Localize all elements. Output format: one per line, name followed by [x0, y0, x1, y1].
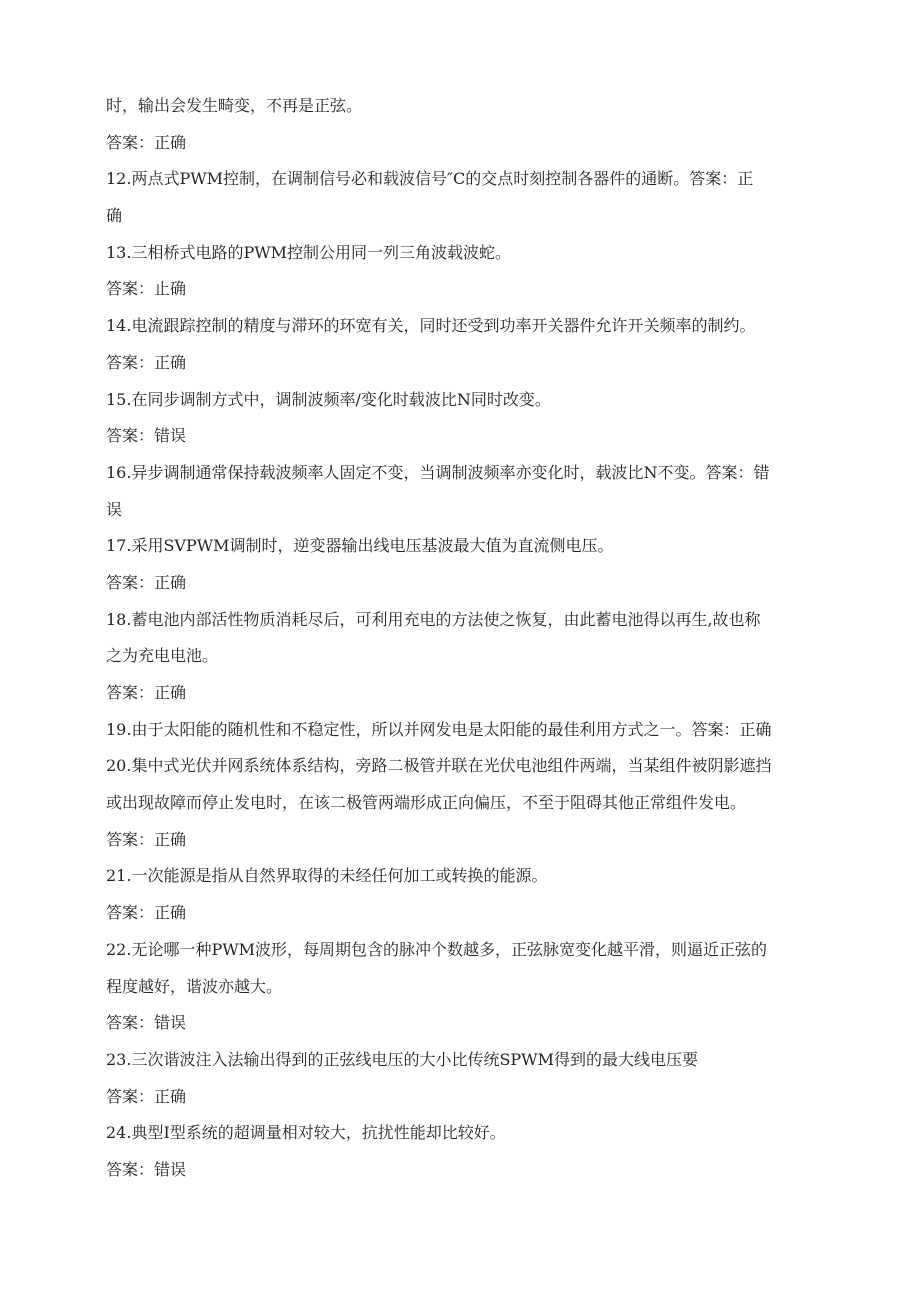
answer-line: 答案：正确	[106, 903, 187, 923]
question-line: 20.集中式光伏并网系统体系结构，旁路二极管并联在光伏电池组件两端，当某组件被阴影遮挡	[106, 756, 772, 776]
question-line: 21.一次能源是指从自然界取得的未经任何加工或转换的能源。	[106, 866, 548, 886]
answer-line: 答案：错误	[106, 1159, 187, 1179]
question-line: 13.三相桥式电路的PWM控制公用同一列三角波载波蛇。	[106, 242, 512, 262]
answer-line: 答案：错误	[106, 426, 187, 446]
answer-line: 答案：正确	[106, 572, 187, 592]
question-line: 12.两点式PWM控制，在调制信号必和载波信号″C的交点时刻控制各器件的通断。答案：正	[106, 169, 754, 189]
question-line: 24.典型I型系统的超调量相对较大，抗扰性能却比较好。	[106, 1123, 506, 1143]
question-line: 23.三次谐波注入法输出得到的正弦线电压的大小比传统SPWM得到的最大线电压要	[106, 1049, 699, 1069]
answer-line: 答案：正确	[106, 683, 187, 702]
document-page	[106, 88, 816, 1189]
answer-line: 答案：正确	[106, 1086, 187, 1106]
question-line: 18.蓄电池内部活性物质消耗尽后，可利用充电的方法使之恢复，由此蓄电池得以再生,故也称	[106, 609, 761, 629]
question-line: 19.由于太阳能的随机性和不稳定性，所以并网发电是太阳能的最佳利用方式之一。答案：正确	[106, 719, 772, 739]
question-line: 22.无论哪一种PWM波形，每周期包含的脉冲个数越多，正弦脉宽变化越平滑，则逼近正弦的	[106, 939, 768, 959]
text-line: 确	[106, 206, 123, 226]
text-line: 或出现故障而停止发电时，在该二极管两端形成正向偏压，不至于阻碍其他正常组件发电。	[106, 793, 747, 813]
answer-line: 答案：正确	[106, 829, 187, 849]
text-line: 之为充电电池。	[106, 646, 219, 666]
question-line: 16.异步调制通常保持载波频率人固定不变，当调制波频率亦变化时，载波比N不变。答案：错	[106, 462, 770, 482]
question-line: 17.采用SVPWM调制时，逆变器输出线电压基波最大值为直流侧电压。	[106, 536, 614, 556]
question-line: 15.在同步调制方式中，调制波频率/变化时载波比N同时改变。	[106, 389, 551, 409]
question-line: 14.电流跟踪控制的精度与滞环的环宽有关，同时还受到功率开关器件允许开关频率的制约。	[106, 316, 756, 336]
text-line: 程度越好，谐波亦越大。	[106, 976, 283, 996]
answer-line: 答案：错误	[106, 1013, 187, 1033]
text-line: 时，输出会发生畸变，不再是正弦。	[106, 96, 363, 115]
text-line: 误	[106, 499, 123, 519]
answer-line: 答案：正确	[106, 352, 187, 372]
answer-line: 答案：正确	[106, 132, 187, 152]
answer-line: 答案：止确	[106, 279, 187, 299]
